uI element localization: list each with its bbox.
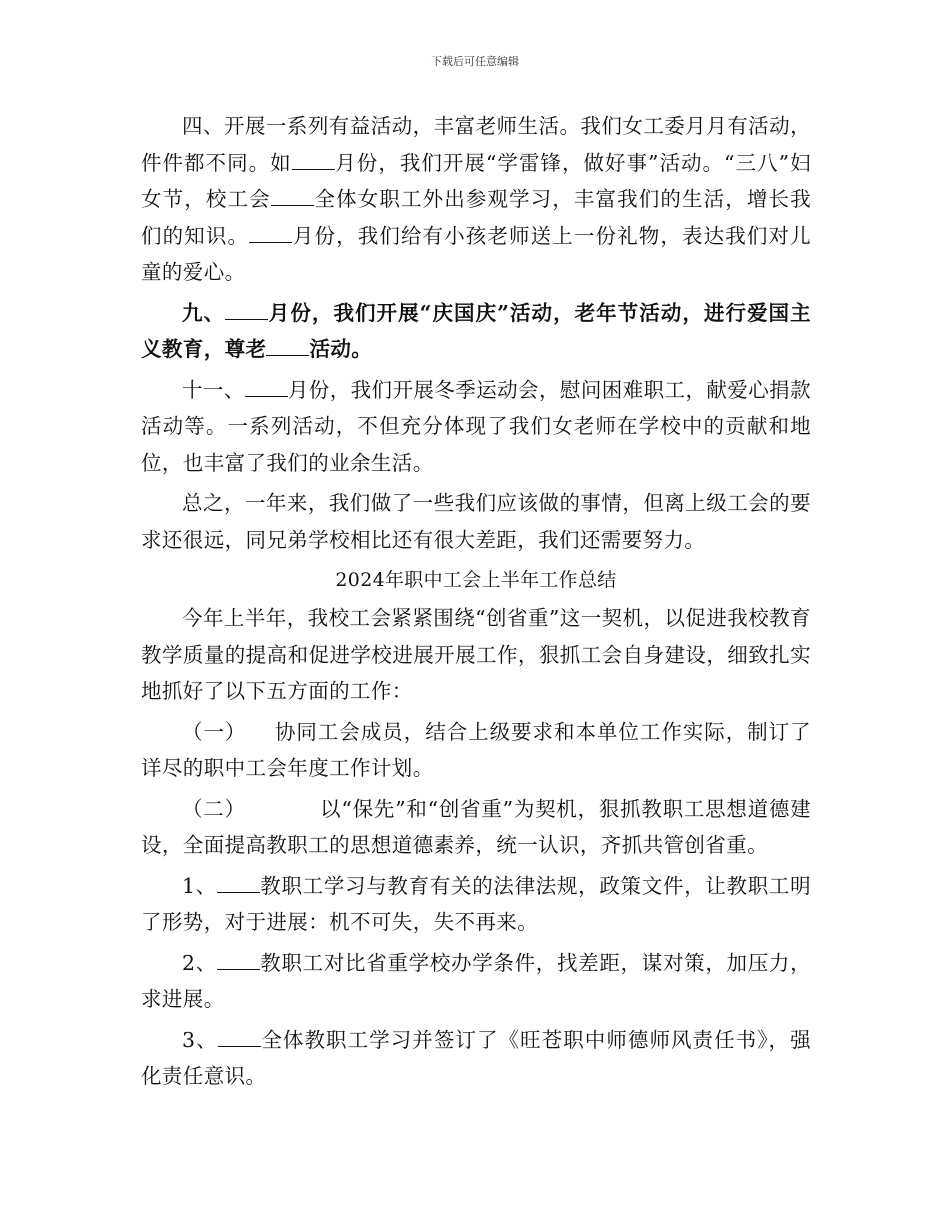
item-number: 2、 — [182, 950, 217, 975]
blank — [266, 337, 309, 356]
paragraph-item-one — [141, 714, 811, 787]
page-header: 下载后可任意编辑 — [431, 55, 519, 68]
text: 月份，我们开展“学雷锋，做好事”活动。“三八”妇女节，校工会 — [141, 150, 811, 211]
paragraph-activities — [141, 108, 811, 291]
text: 十一、 — [182, 377, 245, 402]
blank — [245, 377, 288, 396]
text: 月份，我们给有小孩老师送上一份礼物，表达我们对儿童的爱心。 — [141, 223, 811, 284]
paragraph-winter-games — [141, 372, 811, 482]
text: 月份，我们开展冬季运动会，慰问困难职工，献爱心捐款活动等。一系列活动，不但充分体现了我们女老师在学校中的贡献和地位，也丰富了我们的业余生活。 — [141, 377, 811, 475]
blank — [218, 1027, 261, 1046]
item-label: （二） — [182, 796, 246, 821]
text: 四、开展一系列有益活动，丰富老师生活。我们女工委月月有活动，件件都不同。如 — [141, 114, 811, 175]
item-number: 3、 — [182, 1027, 218, 1052]
section-title: 2024年职中工会上半年工作总结 — [335, 569, 617, 591]
text: 活动。 — [309, 337, 373, 361]
item-number: 1、 — [182, 873, 217, 898]
text: 教职工对比省重学校办学条件，找差距，谋对策，加压力，求进展。 — [141, 950, 811, 1011]
text: 月份，我们开展“庆国庆”活动，老年节活动，进行爱国主义教育，尊老 — [141, 300, 811, 361]
text: 教职工学习与教育有关的法律法规，政策文件，让教职工明了形势，对于进展：机不可失，失不再来。 — [141, 873, 811, 934]
paragraph-item-two — [141, 791, 811, 864]
text: 全体教职工学习并签订了《旺苍职中师德师风责任书》，强化责任意识。 — [141, 1027, 812, 1088]
text: 全体女职工外出参观学习，丰富我们的生活，增长我们的知识。 — [141, 187, 811, 248]
text: 以“保先”和“创省重”为契机，狠抓教职工思想道德建设，全面提高教职工的思想道德素养，统一认识，齐抓共管创省重。 — [141, 796, 812, 857]
blank — [271, 187, 314, 206]
list-item-1 — [141, 868, 811, 941]
paragraph-national-day — [141, 295, 811, 368]
paragraph-intro: 今年上半年，我校工会紧紧围绕“创省重”这一契机，以促进我校教育教学质量的提高和促进学校进展开展工作，狠抓工会自身建设，细致扎实地抓好了以下五方面的工作： — [141, 606, 811, 703]
blank — [292, 150, 335, 169]
list-item-3 — [141, 1022, 811, 1095]
text: 协同工会成员，结合上级要求和本单位工作实际，制订了详尽的职中工会年度工作计划。 — [141, 719, 812, 780]
document-body — [141, 108, 811, 1099]
paragraph-summary: 总之，一年来，我们做了一些我们应该做的事情，但离上级工会的要求还很远，同兄弟学校相比还有很大差距，我们还需要努力。 — [141, 491, 811, 552]
text: 九、 — [182, 300, 226, 325]
blank — [217, 950, 260, 969]
blank — [225, 300, 268, 319]
list-item-2 — [141, 945, 811, 1018]
blank — [249, 223, 292, 242]
item-label: （一） — [182, 719, 247, 744]
blank — [217, 873, 260, 892]
